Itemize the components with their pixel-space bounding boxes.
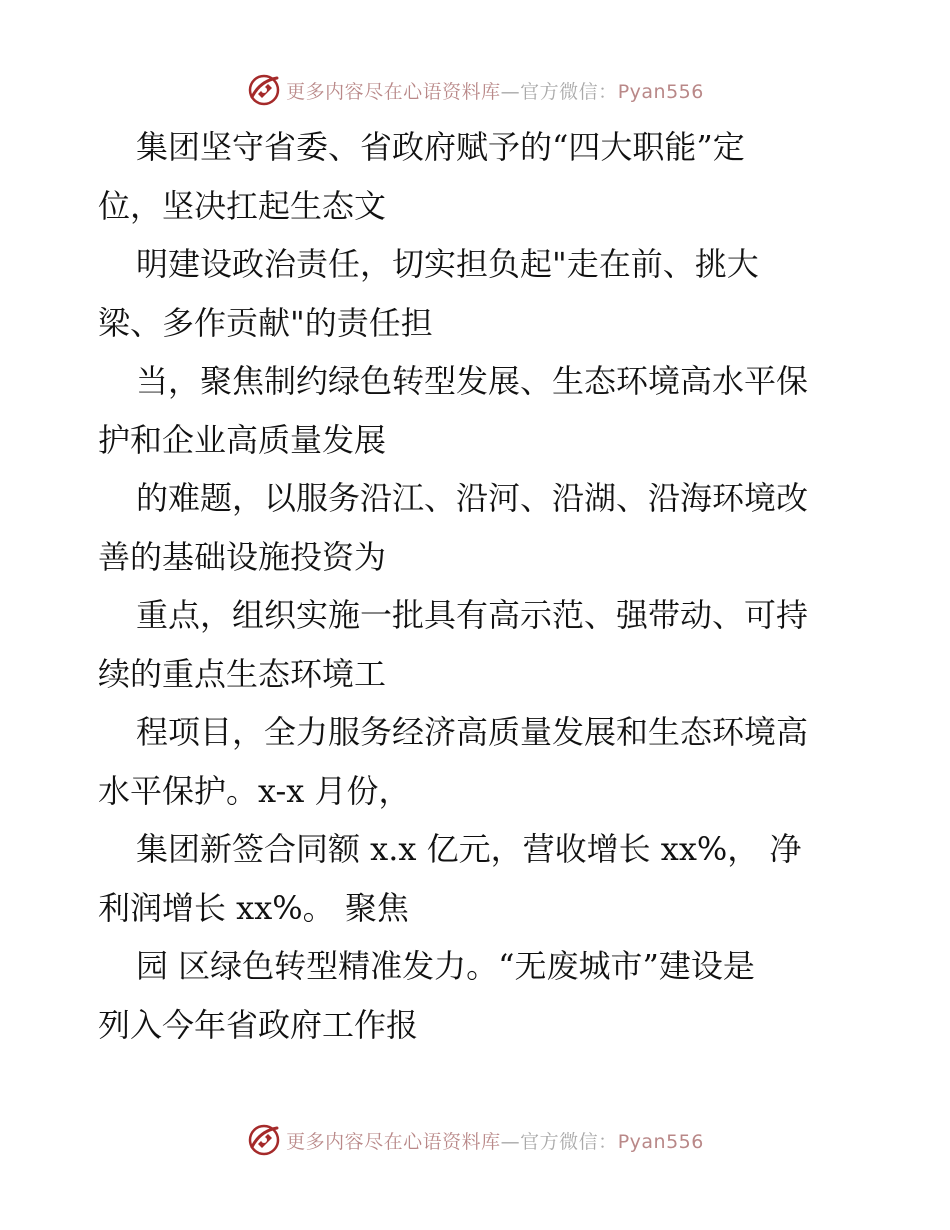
logo-icon xyxy=(246,1122,282,1158)
paragraph-line: 列入今年省政府工作报 xyxy=(98,1005,419,1044)
paragraph-line: 护和企业高质量发展 xyxy=(98,420,387,459)
paragraph-line: 位，坚决扛起生态文 xyxy=(98,186,387,225)
header-banner xyxy=(0,70,950,110)
paragraph-line: 梁、多作贡献"的责任担 xyxy=(98,303,433,342)
paragraph-line: 利润增长 xx%。 聚焦 xyxy=(98,888,409,927)
banner-contact-label: 官方微信： xyxy=(520,80,618,103)
banner-dash: — xyxy=(500,80,521,103)
footer-banner xyxy=(0,1120,950,1160)
paragraph-line: 当，聚焦制约绿色转型发展、生态环境高水平保 xyxy=(136,362,809,400)
banner-contact-label: 官方微信： xyxy=(520,1130,618,1153)
paragraph-line: 明建设政治责任，切实担负起"走在前、挑大 xyxy=(136,245,759,283)
banner-wechat-id: Pyan556 xyxy=(617,1130,704,1153)
banner-text xyxy=(286,1127,704,1154)
banner-wechat-id: Pyan556 xyxy=(617,80,704,103)
banner-title: 更多内容尽在心语资料库 xyxy=(286,1130,501,1153)
logo-icon xyxy=(246,72,282,108)
paragraph-line: 水平保护。x-x 月份， xyxy=(98,771,411,810)
paragraph-line: 集团新签合同额 x.x 亿元，营收增长 xx%， 净 xyxy=(136,830,802,868)
banner-title: 更多内容尽在心语资料库 xyxy=(286,80,501,103)
paragraph-line: 重点，组织实施一批具有高示范、强带动、可持 xyxy=(136,596,809,634)
paragraph-line: 的难题，以服务沿江、沿河、沿湖、沿海环境改 xyxy=(136,479,809,517)
paragraph-line: 续的重点生态环境工 xyxy=(98,654,387,693)
document-body xyxy=(98,118,858,1054)
banner-dash: — xyxy=(500,1130,521,1153)
paragraph-line: 善的基础设施投资为 xyxy=(98,537,387,576)
banner-text xyxy=(286,77,704,104)
paragraph-line: 集团坚守省委、省政府赋予的“四大职能”定 xyxy=(136,128,745,166)
paragraph-line: 园 区绿色转型精准发力。“无废城市”建设是 xyxy=(136,947,755,985)
paragraph-line: 程项目，全力服务经济高质量发展和生态环境高 xyxy=(136,713,809,751)
